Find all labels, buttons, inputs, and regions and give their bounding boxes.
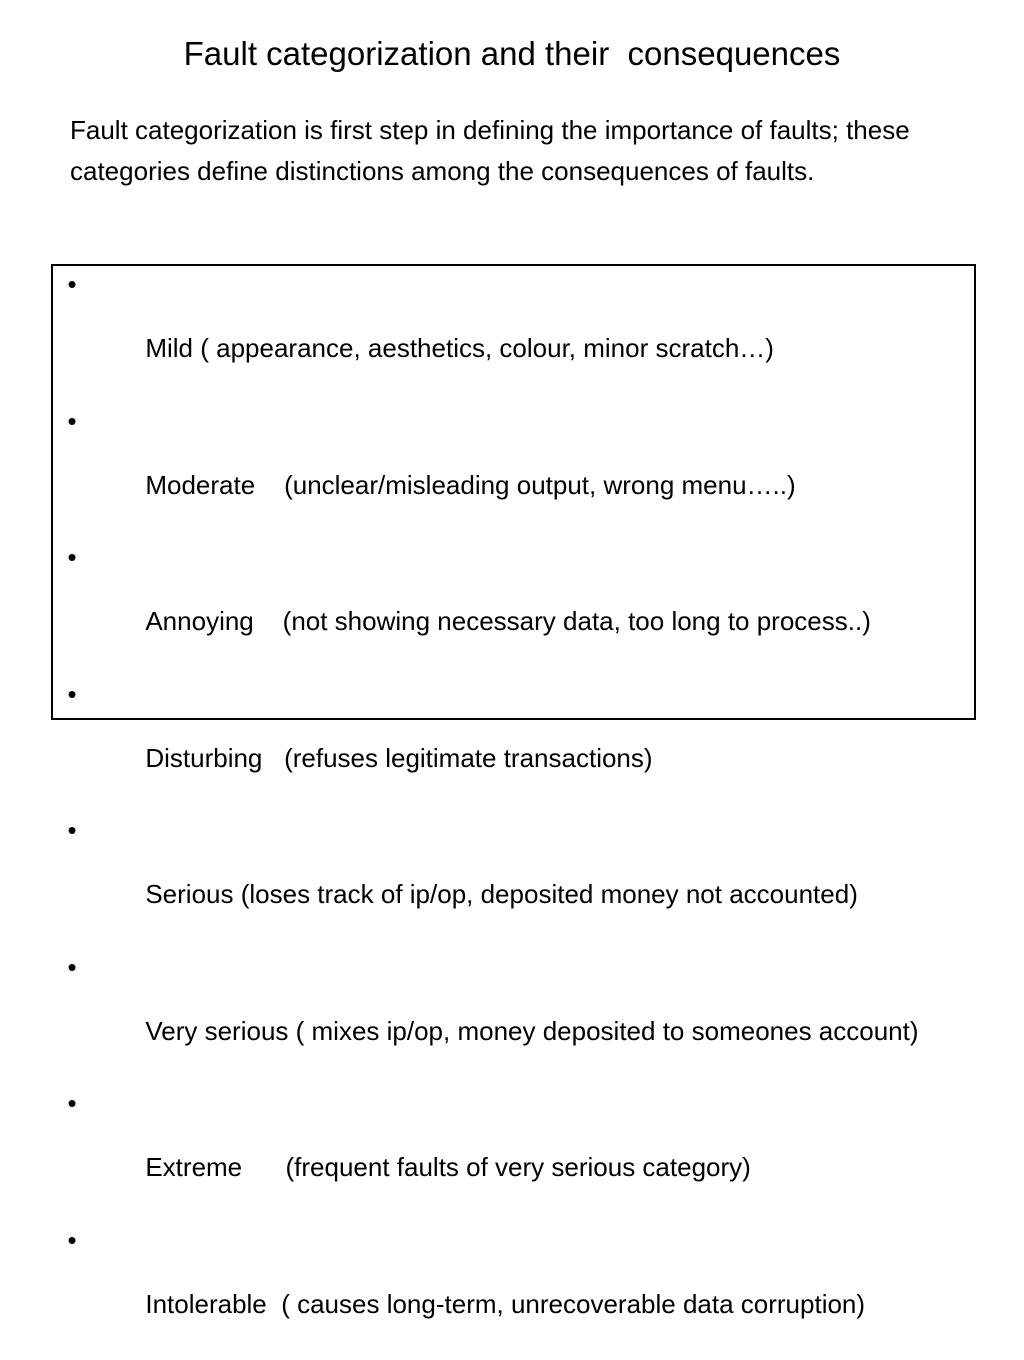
bullet-icon: • <box>67 1224 77 1255</box>
bullet-icon: • <box>67 678 77 709</box>
bullet-icon: • <box>67 405 77 436</box>
list-item <box>53 268 974 396</box>
bullet-icon: • <box>67 951 77 982</box>
fault-category-box <box>51 264 976 1319</box>
list-item-text: Very serious ( mixes ip/op, money deposited to someones account) <box>145 1015 919 1046</box>
fault-category-list <box>53 268 974 1360</box>
list-item-text: Extreme (frequent faults of very serious category) <box>145 1152 751 1182</box>
list-item <box>53 1087 974 1215</box>
list-item <box>53 951 974 1079</box>
bullet-icon: • <box>67 542 77 572</box>
list-item <box>53 1224 974 1352</box>
list-item <box>53 541 974 669</box>
list-item-text: Moderate (unclear/misleading output, wrong menu…..) <box>145 469 796 500</box>
list-item-text: Annoying (not showing necessary data, too long to process..) <box>145 606 871 636</box>
list-item <box>53 678 974 806</box>
list-item-text: Mild ( appearance, aesthetics, colour, minor scratch…) <box>145 333 774 363</box>
bullet-icon: • <box>67 815 77 845</box>
list-item-text: Serious (loses track of ip/op, deposited money not accounted) <box>145 879 858 909</box>
intro-paragraph: Fault categorization is first step in defining the importance of faults; these categories define distinctions among the consequences of faults. <box>70 115 910 186</box>
list-item <box>53 814 974 942</box>
bullet-icon: • <box>67 269 77 299</box>
list-item <box>53 405 974 533</box>
list-item-text: Intolerable ( causes long-term, unrecoverable data corruption) <box>145 1288 866 1319</box>
list-item-text: Disturbing (refuses legitimate transactions) <box>145 742 653 773</box>
bullet-icon: • <box>67 1088 77 1118</box>
slide-title: Fault categorization and their consequences <box>183 35 841 72</box>
